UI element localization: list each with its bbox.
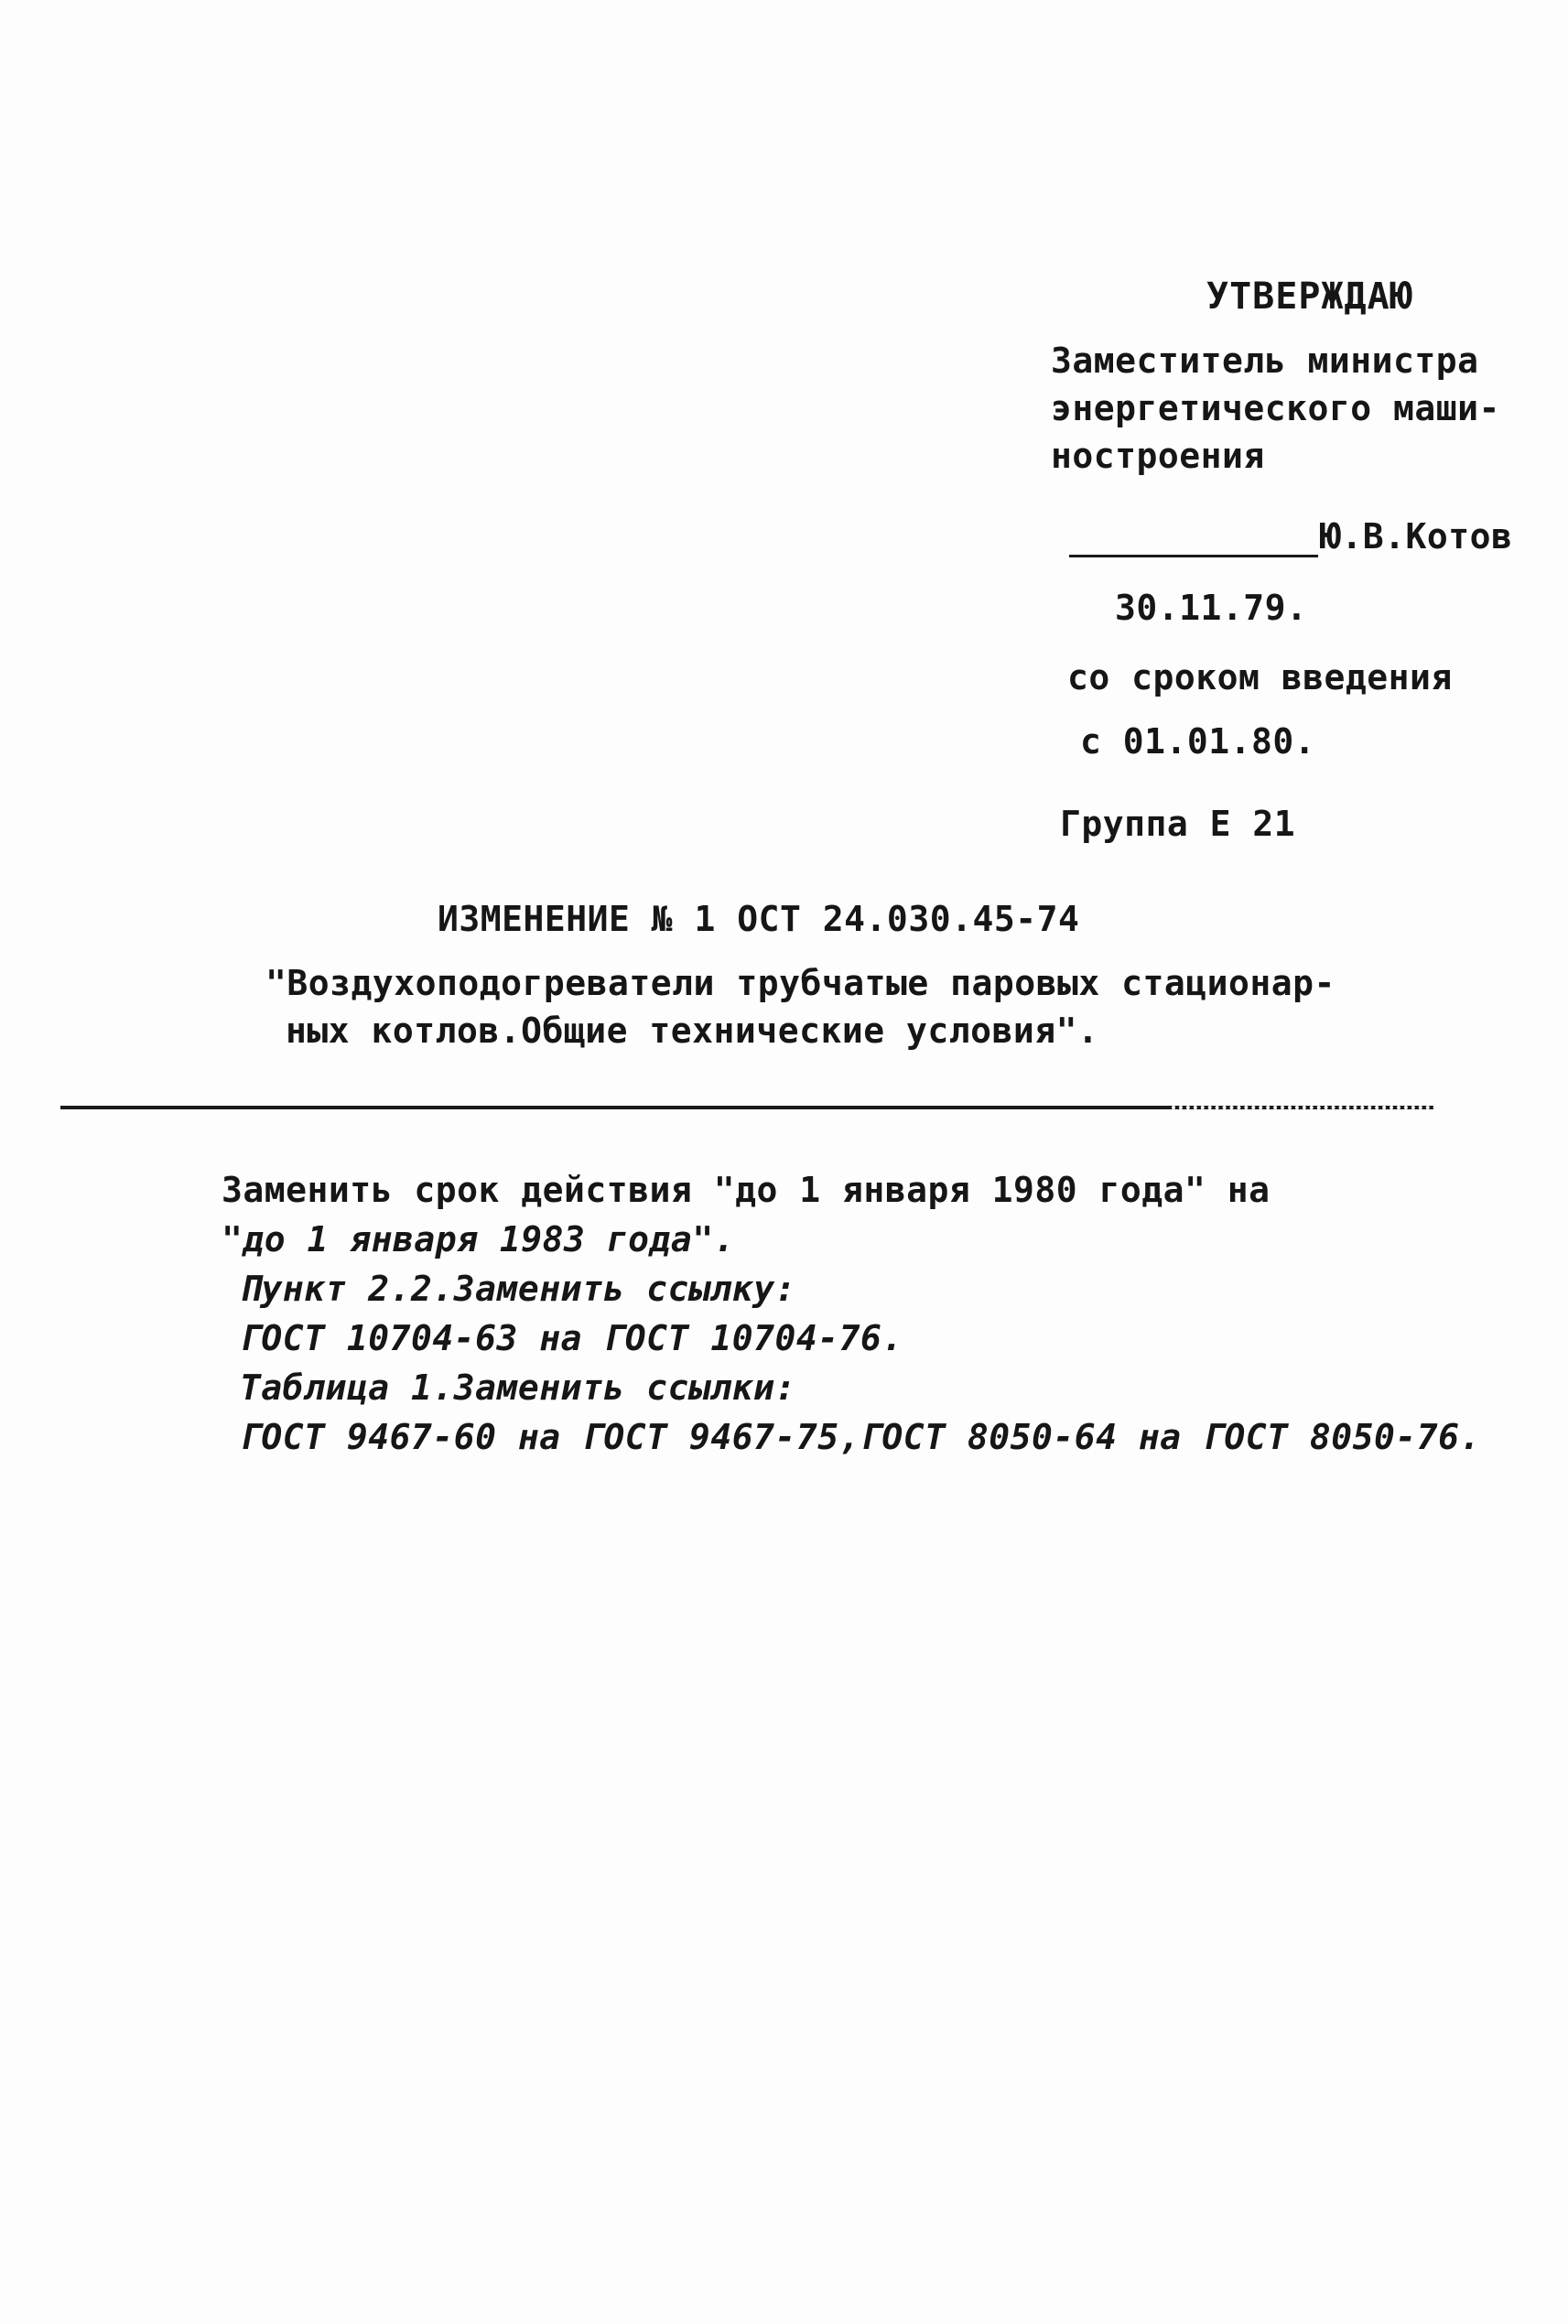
separator-rule-fade: [1172, 1106, 1437, 1109]
change-line5: Таблица 1.Заменить ссылки:: [240, 1367, 796, 1408]
change-line6: ГОСТ 9467-60 на ГОСТ 9467-75,ГОСТ 8050-64 на ГОСТ 8050-76.: [240, 1417, 1481, 1457]
approval-position-line2: энергетического маши-: [1051, 388, 1500, 428]
approval-position-line1: Заместитель министра: [1051, 340, 1479, 381]
change-line3: Пункт 2.2.Заменить ссылку:: [240, 1269, 796, 1309]
approval-heading: УТВЕРЖДАЮ: [1206, 276, 1413, 318]
approval-date: 30.11.79.: [1115, 588, 1308, 628]
change-line2: "до 1 января 1983 года".: [222, 1219, 736, 1259]
signature-line: [1069, 555, 1318, 557]
subject-line2: ных котлов.Общие технические условия".: [286, 1011, 1099, 1051]
change-title: ИЗМЕНЕНИЕ № 1 ОСТ 24.030.45-74: [438, 899, 1080, 939]
group-code: Группа Е 21: [1060, 804, 1296, 844]
signatory-name: Ю.В.Котов: [1320, 516, 1513, 557]
change-line4: ГОСТ 10704-63 на ГОСТ 10704-76.: [240, 1318, 903, 1358]
subject-line1: "Воздухоподогреватели трубчатые паровых стационар-: [265, 963, 1336, 1003]
approval-position-line3: ностроения: [1051, 436, 1265, 476]
change-line1: Заменить срок действия "до 1 января 1980 года" на: [222, 1170, 1271, 1210]
effective-line1: со сроком введения: [1067, 657, 1453, 697]
effective-line2: с 01.01.80.: [1080, 721, 1316, 762]
